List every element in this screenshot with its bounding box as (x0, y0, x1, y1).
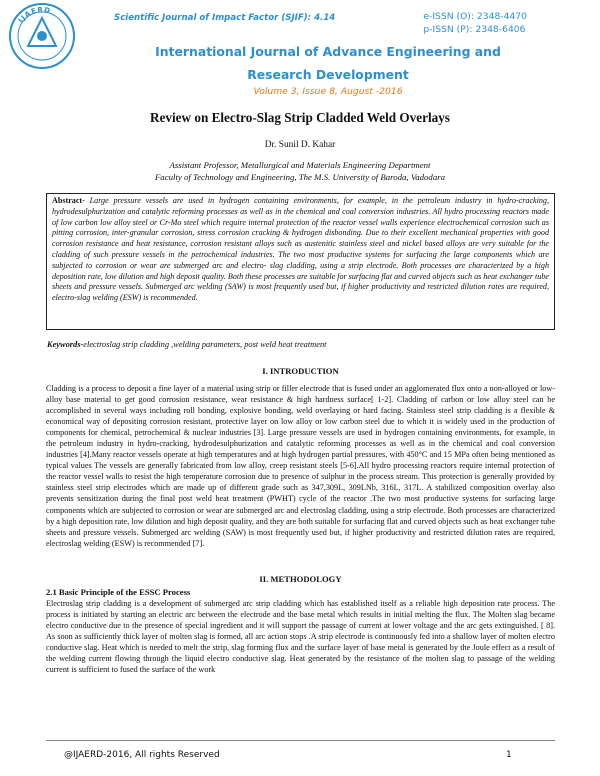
abstract-box (46, 193, 555, 330)
introduction-text: Cladding is a process to deposit a fine layer of a material using strip or filler electrode that is fused under an agglomerated flux onto a non-alloyed or low-alloy base material to get good corrosion resistance, wear resistance & high hardness surface[ 1-2]. Cladding of carbon or low alloy steel can be accomplished in several ways including roll bonding, explosive bonding, weld overlaying or hard facing. Stainless steel strip cladding is a flexible & economical way of depositing corrosion resistant, protective layer on low alloy or low carbon steel due to which it is widely used in the production of components for chemical, petrochemical & nuclear industries [3]. Large pressure vessels are used in hydrogen containing environments, for example, in the petroleum industry in hydro-cracking, hydrodesulphurization and catalytic reforming processes as well as in the chemical and coal conversion industries [4].Many reactor vessels operate at high temperatures and at high hydrogen partial pressures, with 450°C and 15 MPa often being mentioned as typical values The vessels are generally fabricated from low alloy, creep resistant steels [5-6].All hydro processing reactors require internal protection of the reactor vessel walls to resist the high temperature corrosion due to presence of sulphur in the process stream. This protection is generally provided by stainless steel strip electrodes which are made up of different grade such as 347,309L, 309LNb, 316L, 317L. A stabilized composition overlay also prevents sensitization during the final post weld heat treatment (PWHT) cycle of the reactor .The two most productive systems for surfacing large components which are subjected to corrosion or wear are submerged arc and electroslag cladding, using a strip electrode. Both processes are characterized by a high deposition rate, low dilution and high deposit quality, and they are both suitable for surfacing flat and curved objects such as heat exchanger tube sheets and pressure vessels. Submerged arc welding (SAW) is most frequently used but, if higher productivity and restricted dilution rates are required, electroslag welding (ESW) is recommended [7]. (46, 384, 555, 548)
author-name: Dr. Sunil D. Kahar (264, 140, 336, 150)
footer-divider (46, 740, 555, 741)
affiliation-line-2: Faculty of Technology and Engineering, The M.S. University of Baroda, Vadodara (154, 172, 446, 182)
journal-logo (8, 2, 76, 70)
methodology-heading: II. METHODOLOGY (259, 574, 342, 584)
eissn: e-ISSN (O): 2348-4470 (423, 11, 527, 22)
abstract-text: Large pressure vessels are used in hydrogen containing environments, for example, in the petroleum industry in hydro-cracking, hydrodesulphurization and catalytic reforming processes as well as in the chemical and coal conversion industries. All hydro processing reactors made of low carbon low alloy steel or Cr-Mo steel which require internal protection of the reactor vessel walls experience electrochemical corrosion such as pitting corrosion, inter-granular corrosion, stress corrosion cracking & hydrogen disbonding. Due to their excellent mechanical properties with good corrosion resistance and heat resistance, corrosion resistant alloys such as austenitic stainless steel and nickel based alloys are very suitable for the cladding of such pressure vessels in the petrochemical industries. The two most productive systems for surfacing the large components which are subjected to corrosion or wear are submerged arc and electro- slag cladding, using a strip electrode. Both processes are characterized by a high deposition rate, low dilution and high deposit quality. Both these processes are suitable for surfacing flat and curved objects such as heat exchanger tube sheets and pressure vessels. Submerged arc welding (SAW) is most frequently used but, if higher productivity and restricted dilution rates are required, electro-slag welding (ESW) is recommended. (52, 196, 549, 303)
subsection-heading: 2.1 Basic Principle of the ESSC Process (46, 587, 191, 597)
keywords-text: electroslag strip cladding ,welding parameters, post weld heat treatment (83, 340, 327, 349)
affiliation-line-1: Assistant Professor, Metallurgical and Materials Engineering Department (169, 160, 431, 170)
impact-factor: Scientific Journal of Impact Factor (SJIF): 4.14 (114, 13, 336, 23)
issn-block (423, 11, 527, 36)
pissn: p-ISSN (P): 2348-6406 (423, 23, 526, 35)
keywords-label: Keywords- (47, 340, 84, 349)
footer-copyright: @IJAERD-2016, All rights Reserved (64, 750, 220, 760)
volume-issue: Volume 3, Issue 8, August -2016 (253, 86, 403, 97)
page-number: 1 (506, 750, 512, 760)
abstract-label: Abstract- (52, 196, 85, 205)
keywords (47, 340, 326, 349)
journal-name: International Journal of Advance Engineering and Research Development (155, 44, 501, 82)
svg-text:IJAERD: IJAERD (16, 5, 52, 25)
affiliation (60, 159, 540, 183)
methodology-text: Electroslag strip cladding is a development of submerged arc strip cladding which has established itself as a reliable high deposition rate process. The process is initiated by starting an electric arc between the electrode and the base metal which results in initial melting the flux. The Molten slag became electro conductive due to the presence of special ingredient and it will support the passage of current at lower voltage and the arc gets extinguished. [ 8]. As soon as sufficiently thick layer of molten slag is formed, all arc action stops .A strip electrode is continuously fed into a shallow layer of molten electro conductive slag. Heat which is needed to melt the strip, slag forming flux and the surface layer of base metal is generated by the Joule effect as a result of the welding current flowing through the liquid electro conductive slag. Heat generated by the resistance of the molten slag to passage of the welding current is sufficient to fused the surface of the work (46, 599, 555, 675)
introduction-heading: I. INTRODUCTION (262, 366, 339, 376)
paper-title: Review on Electro-Slag Strip Cladded Weld Overlays (150, 110, 450, 125)
